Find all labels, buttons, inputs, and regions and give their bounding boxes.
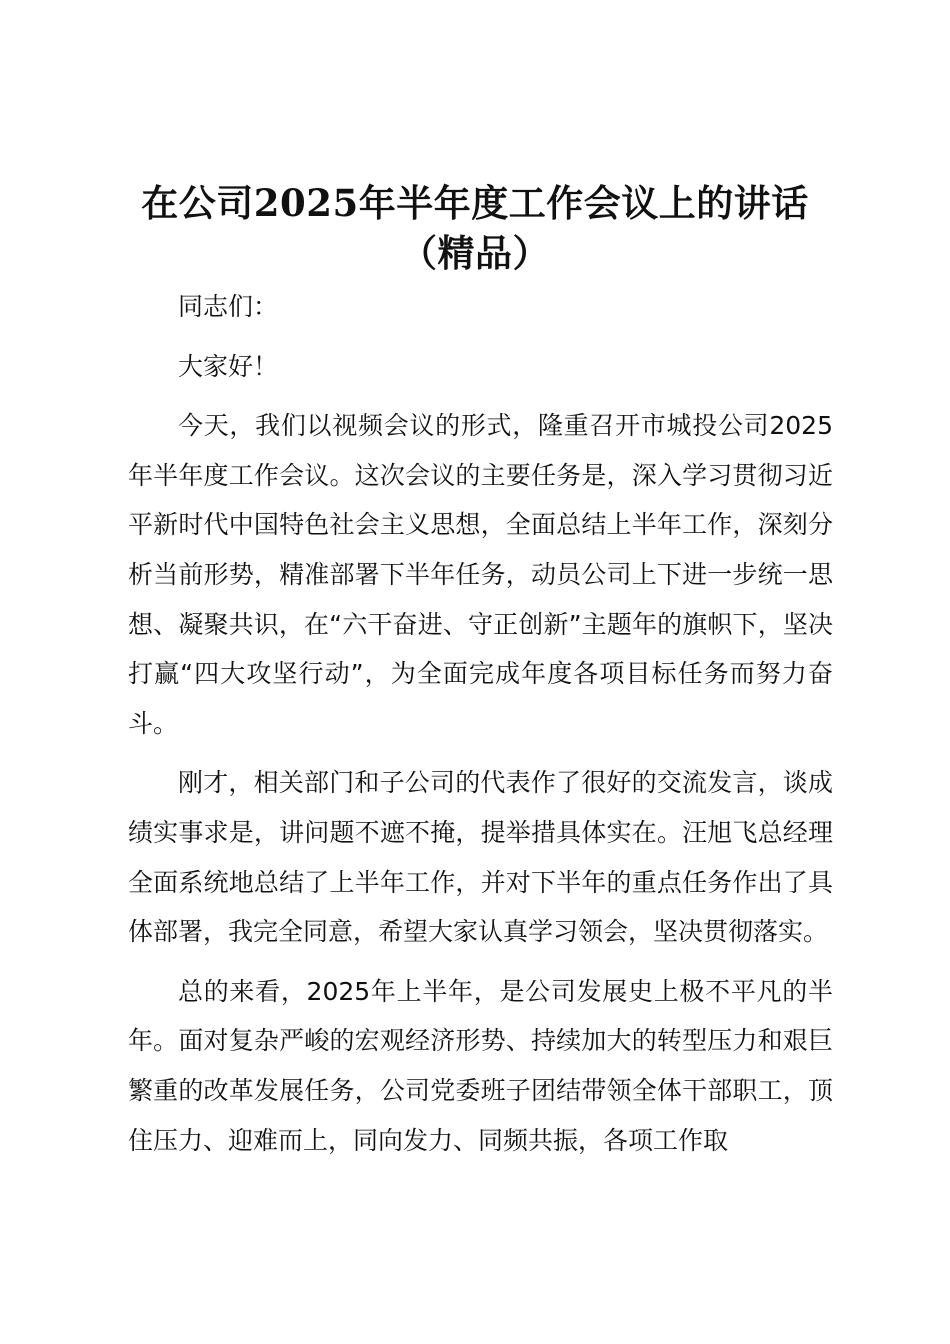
- paragraph-3: 总的来看，2025年上半年，是公司发展史上极不平凡的半年。面对复杂严峻的宏观经济形势、持续加大的转型压力和艰巨繁重的改革发展任务，公司党委班子团结带领全体干部职工，顶住压力、迎难而上，同向发力、同频共振，各项工作取: [128, 976, 833, 1155]
- document-body: [128, 282, 833, 1165]
- greeting: 同志们：: [178, 292, 279, 321]
- paragraph-1: 今天，我们以视频会议的形式，隆重召开市城投公司2025年半年度工作会议。这次会议的主要任务是，深入学习贯彻习近平新时代中国特色社会主义思想，全面总结上半年工作，深刻分析当前形势，精准部署下半年任务，动员公司上下进一步统一思想、凝聚共识，在“六干奋进、守正创新”主题年的旗帜下，坚决打赢“四大攻坚行动”，为全面完成年度各项目标任务而努力奋斗。: [128, 411, 833, 738]
- document-title: 在公司2025年半年度工作会议上的讲话（精品）: [141, 181, 809, 275]
- salutation: 大家好！: [178, 351, 279, 381]
- paragraph-2: 刚才，相关部门和子公司的代表作了很好的交流发言，谈成绩实事求是，讲问题不遮不掩，提举措具体实在。汪旭飞总经理全面系统地总结了上半年工作，并对下半年的重点任务作出了具体部署，我完全同意，希望大家认真学习领会，坚决贯彻落实。: [128, 768, 833, 947]
